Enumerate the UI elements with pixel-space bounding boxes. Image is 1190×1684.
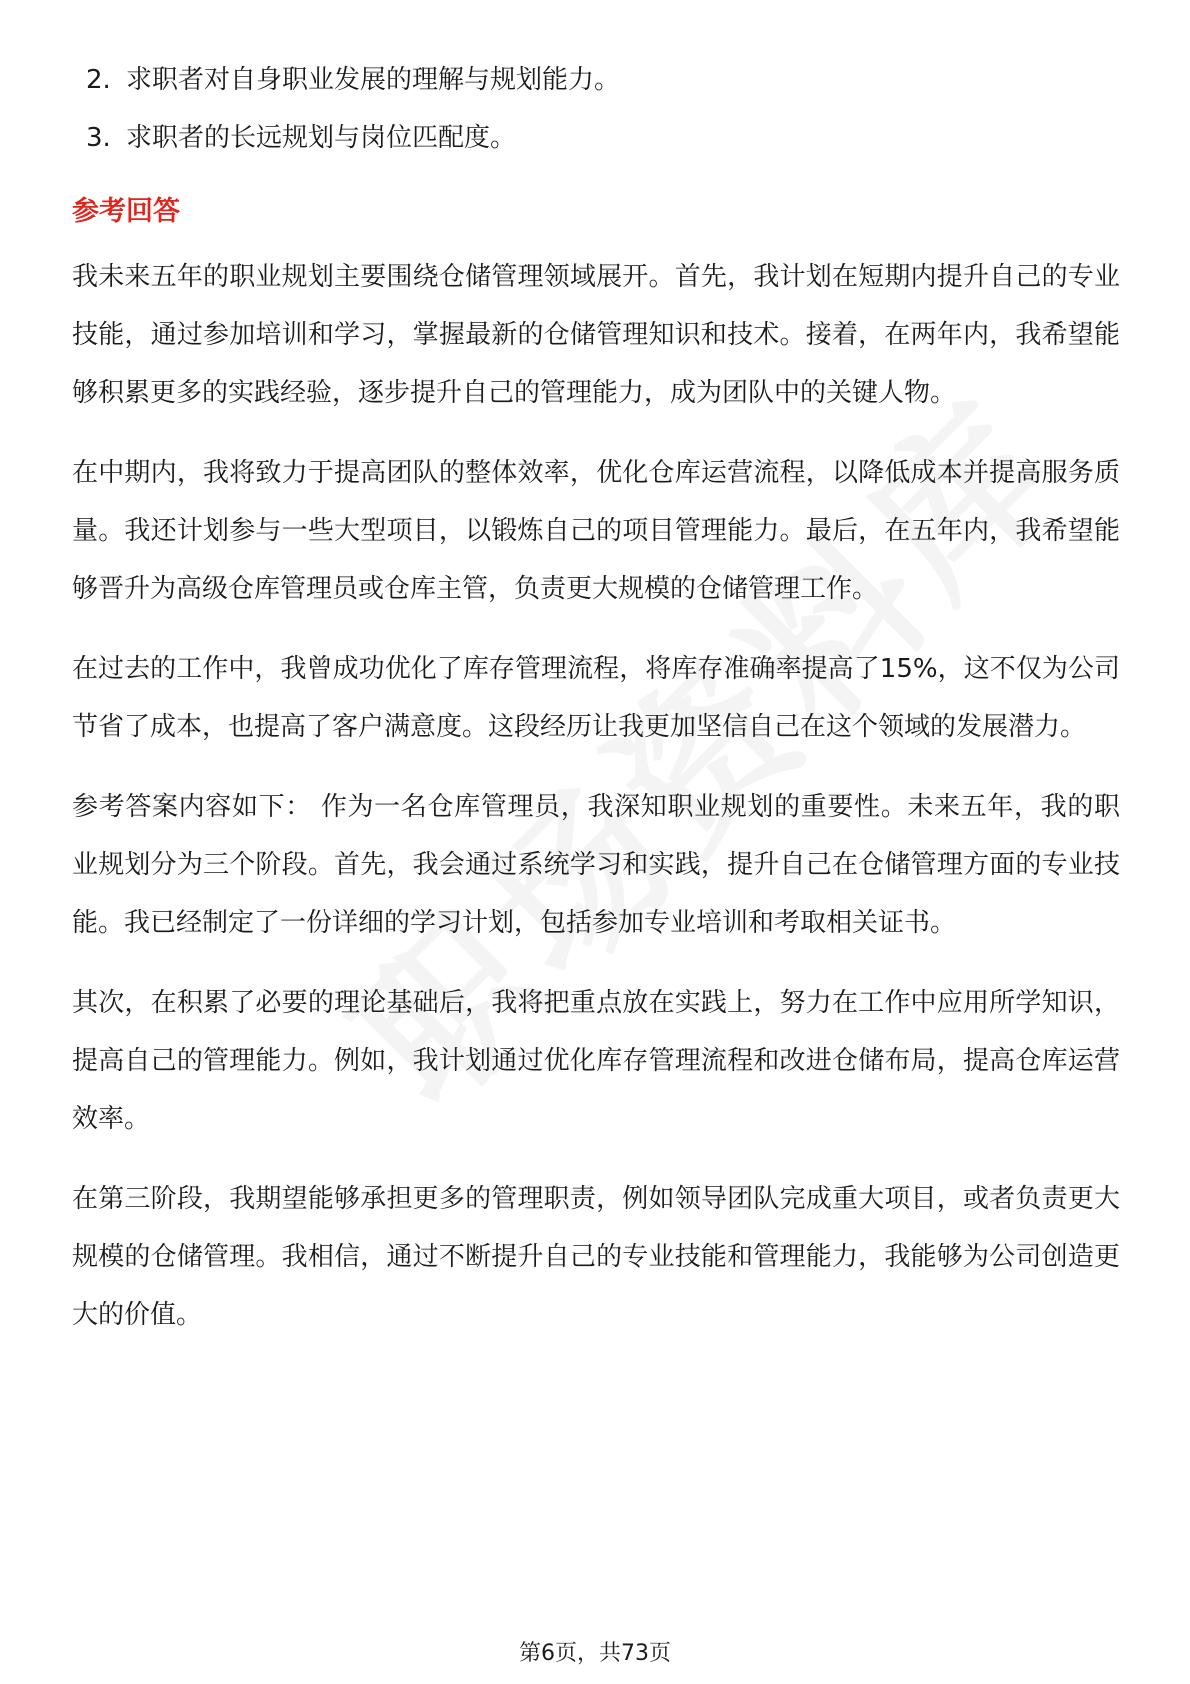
- paragraph: 其次，在积累了必要的理论基础后，我将把重点放在实践上，努力在工作中应用所学知识，提高自己的管理能力。例如，我计划通过优化库存管理流程和改进仓储布局，提高仓库运营效率。: [72, 988, 1120, 1134]
- list-item: [72, 62, 1120, 98]
- paragraph: 参考答案内容如下： 作为一名仓库管理员，我深知职业规划的重要性。未来五年，我的职业规划分为三个阶段。首先，我会通过系统学习和实践，提升自己在仓储管理方面的专业技能。我已经制定了一份详细的学习计划，包括参加专业培训和考取相关证书。: [72, 792, 1120, 938]
- list-item-text: 求职者的长远规划与岗位匹配度。: [126, 123, 517, 153]
- document-content: [72, 62, 1120, 1366]
- section-title: 参考回答: [72, 196, 180, 227]
- paragraph: 我未来五年的职业规划主要围绕仓储管理领域展开。首先，我计划在短期内提升自己的专业技能，通过参加培训和学习，掌握最新的仓储管理知识和技术。接着，在两年内，我希望能够积累更多的实践经验，逐步提升自己的管理能力，成为团队中的关键人物。: [72, 262, 1120, 408]
- paragraph: 在过去的工作中，我曾成功优化了库存管理流程，将库存准确率提高了15%，这不仅为公司节省了成本，也提高了客户满意度。这段经历让我更加坚信自己在这个领域的发展潜力。: [72, 654, 1120, 742]
- numbered-list: [72, 62, 1120, 156]
- page-footer: 第6页，共73页: [519, 1641, 671, 1666]
- list-item: [72, 120, 1120, 156]
- paragraph: 在第三阶段，我期望能够承担更多的管理职责，例如领导团队完成重大项目，或者负责更大规模的仓储管理。我相信，通过不断提升自己的专业技能和管理能力，我能够为公司创造更大的价值。: [72, 1184, 1120, 1330]
- list-item-text: 求职者对自身职业发展的理解与规划能力。: [126, 65, 621, 95]
- list-item-number: 3.: [86, 123, 111, 153]
- paragraph: 在中期内，我将致力于提高团队的整体效率，优化仓库运营流程，以降低成本并提高服务质量。我还计划参与一些大型项目，以锻炼自己的项目管理能力。最后，在五年内，我希望能够晋升为高级仓库管理员或仓库主管，负责更大规模的仓储管理工作。: [72, 458, 1120, 604]
- list-item-number: 2.: [86, 65, 111, 95]
